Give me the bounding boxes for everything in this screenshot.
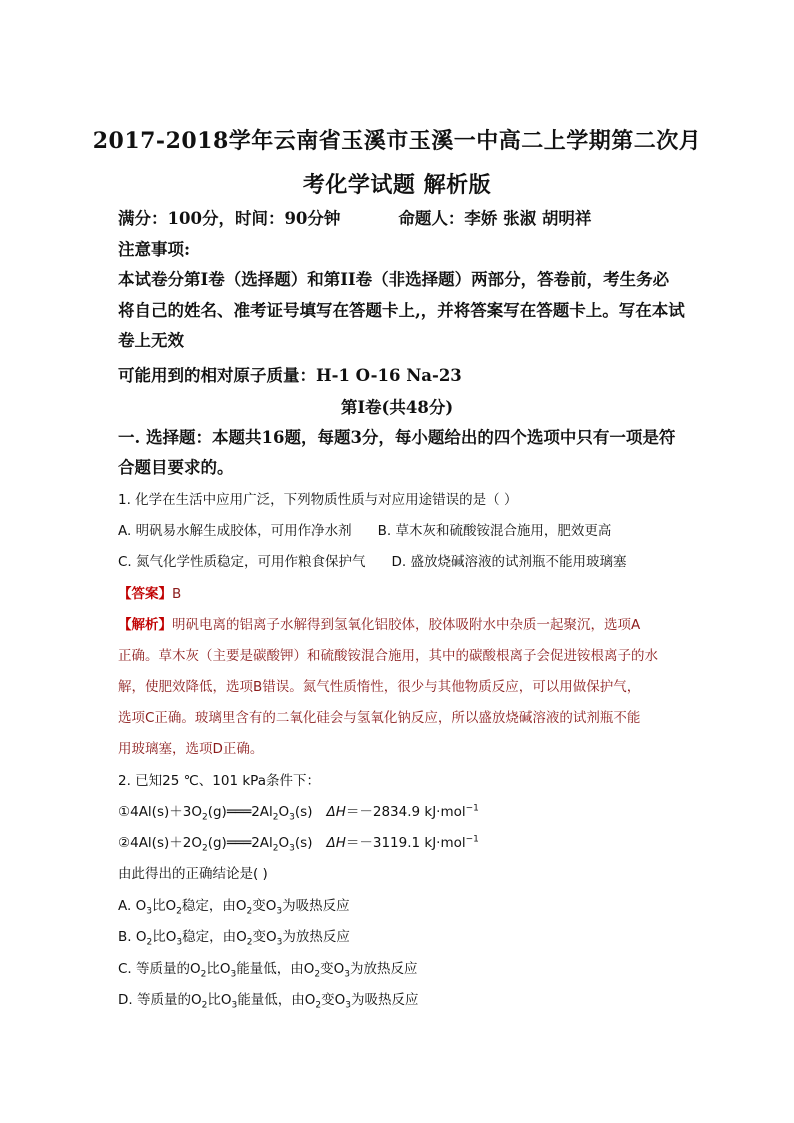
q1-option-b: B. 草木灰和硫酸铵混合施用，肥效更高 [377,523,612,539]
opt-sub: 3 [146,906,152,917]
analysis-text: 明矾电离的铝离子水解得到氢氧化铝胶体，胶体吸附水中杂质一起聚沉，选项A [172,617,641,633]
opt-text: C. 等质量的O [118,961,201,977]
opt-sub: 2 [146,937,153,948]
opt-sub: 2 [200,969,207,980]
q2-equation-2 [118,831,683,854]
eq-arrow: ═══ [226,835,252,851]
eq-text: 2Al [251,835,273,851]
q2-question: 由此得出的正确结论是( ) [118,866,268,882]
opt-text: 能量低，由O [237,992,316,1008]
eq-text: ＝－3119.1 kJ·mol [345,835,466,851]
delta-h: ΔH [326,804,346,820]
eq-text: (g) [207,835,227,851]
authors: 命题人：李娇 张淑 胡明祥 [398,209,592,228]
eq-text: O [278,835,290,851]
opt-text: 稳定，由O [181,898,247,914]
eq-sub: 2 [272,812,279,823]
q1-option-a: A. 明矾易水解生成胶体，可用作净水剂 [118,523,352,539]
q1-option-d: D. 盛放烧碱溶液的试剂瓶不能用玻璃塞 [391,554,627,570]
section-heading: 第I卷(共48分) [340,398,454,417]
opt-text: 变O [252,898,277,914]
q1-analysis-line: 正确。草木灰（主要是碳酸钾）和硫酸铵混合施用，其中的碳酸根离子会促进铵根离子的水 [118,648,658,664]
opt-text: 变O [320,961,345,977]
opt-sub: 3 [176,937,183,948]
atomic-mass: 可能用到的相对原子质量：H-1 O-16 Na-23 [118,366,462,385]
q1-options-row2 [118,550,683,570]
opt-sub: 3 [344,969,350,980]
q2-stem: 2. 已知25 ℃、101 kPa条件下： [118,773,320,789]
notes-heading: 注意事项: [118,240,191,259]
q2-option-a [118,894,683,917]
opt-text: A. O [118,898,147,914]
opt-sub: 3 [276,906,283,917]
opt-text: 为放热反应 [282,929,350,945]
notes-line: 将自己的姓名、准考证号填写在答题卡上,，并将答案写在答题卡上。写在本试 [118,301,685,320]
eq-text: ＝－2834.9 kJ·mol [345,804,466,820]
opt-text: 稳定，由O [182,929,247,945]
opt-text: 比O [152,929,177,945]
section-instructions: 一. 选择题：本题共16题，每题3分，每小题给出的四个选项中只有一项是符 [118,428,676,447]
eq-text: O [278,804,290,820]
section-instructions: 合题目要求的。 [118,458,234,477]
eq-sup: −1 [465,803,479,814]
opt-text: B. O [118,929,147,945]
q1-stem: 1. 化学在生活中应用广泛，下列物质性质与对应用途错误的是（ ） [118,492,518,508]
answer-value: B [172,586,182,602]
opt-sub: 2 [246,937,253,948]
eq-arrow: ═══ [226,804,252,820]
score-time: 满分：100分，时间：90分钟 [118,209,341,228]
eq-text: ②4Al(s)＋2O [118,835,202,851]
opt-sub: 3 [230,969,237,980]
opt-sub: 2 [201,1000,208,1011]
q1-options-row1 [118,519,683,539]
q1-option-c: C. 氮气化学性质稳定，可用作粮食保护气 [118,554,366,570]
q1-analysis-line [118,613,683,633]
opt-sub: 2 [314,969,321,980]
q2-option-c [118,957,683,980]
eq-text: (s) [294,804,313,820]
opt-sub: 3 [231,1000,238,1011]
opt-sub: 2 [176,906,182,917]
exam-meta [118,205,683,229]
q2-option-d [118,988,683,1011]
opt-text: 变O [252,929,277,945]
analysis-tag: 【解析】 [118,617,172,633]
opt-sub: 3 [345,1000,351,1011]
notes-line: 本试卷分第I卷（选择题）和第II卷（非选择题）两部分，答卷前，考生务必 [118,270,670,289]
answer-tag: 【答案】 [118,586,172,602]
eq-text: 2Al [251,804,273,820]
opt-sub: 2 [315,1000,322,1011]
q2-option-b [118,925,683,948]
notes-line: 卷上无效 [118,331,184,350]
doc-title-line1: 2017-2018学年云南省玉溪市玉溪一中高二上学期第二次月 [92,128,702,154]
eq-sub: 3 [289,812,295,823]
q1-analysis-line: 解，使肥效降低，选项B错误。氮气性质惰性，很少与其他物质反应，可以用做保护气， [118,679,641,695]
opt-sub: 2 [246,906,253,917]
opt-text: D. 等质量的O [118,992,202,1008]
q2-equation-1 [118,800,683,823]
opt-text: 为吸热反应 [350,992,419,1008]
eq-sub: 2 [272,843,279,854]
eq-sup: −1 [465,834,479,845]
opt-text: 为放热反应 [350,961,418,977]
opt-text: 为吸热反应 [282,898,350,914]
opt-text: 比O [207,992,232,1008]
opt-text: 变O [321,992,346,1008]
eq-text: (g) [207,804,227,820]
eq-sub: 3 [289,843,295,854]
doc-title-line2: 考化学试题 解析版 [302,172,492,198]
eq-text: (s) [294,835,313,851]
opt-text: 比O [206,961,231,977]
opt-sub: 3 [276,937,283,948]
eq-sub: 2 [201,812,208,823]
opt-text: 能量低，由O [236,961,315,977]
eq-text: ①4Al(s)＋3O [118,804,202,820]
q1-answer [118,582,683,602]
delta-h: ΔH [326,835,346,851]
q1-analysis-line: 用玻璃塞，选项D正确。 [118,741,264,757]
eq-sub: 2 [201,843,208,854]
opt-text: 比O [151,898,177,914]
q1-analysis-line: 选项C正确。玻璃里含有的二氧化硅会与氢氧化钠反应，所以盛放烧碱溶液的试剂瓶不能 [118,710,641,726]
